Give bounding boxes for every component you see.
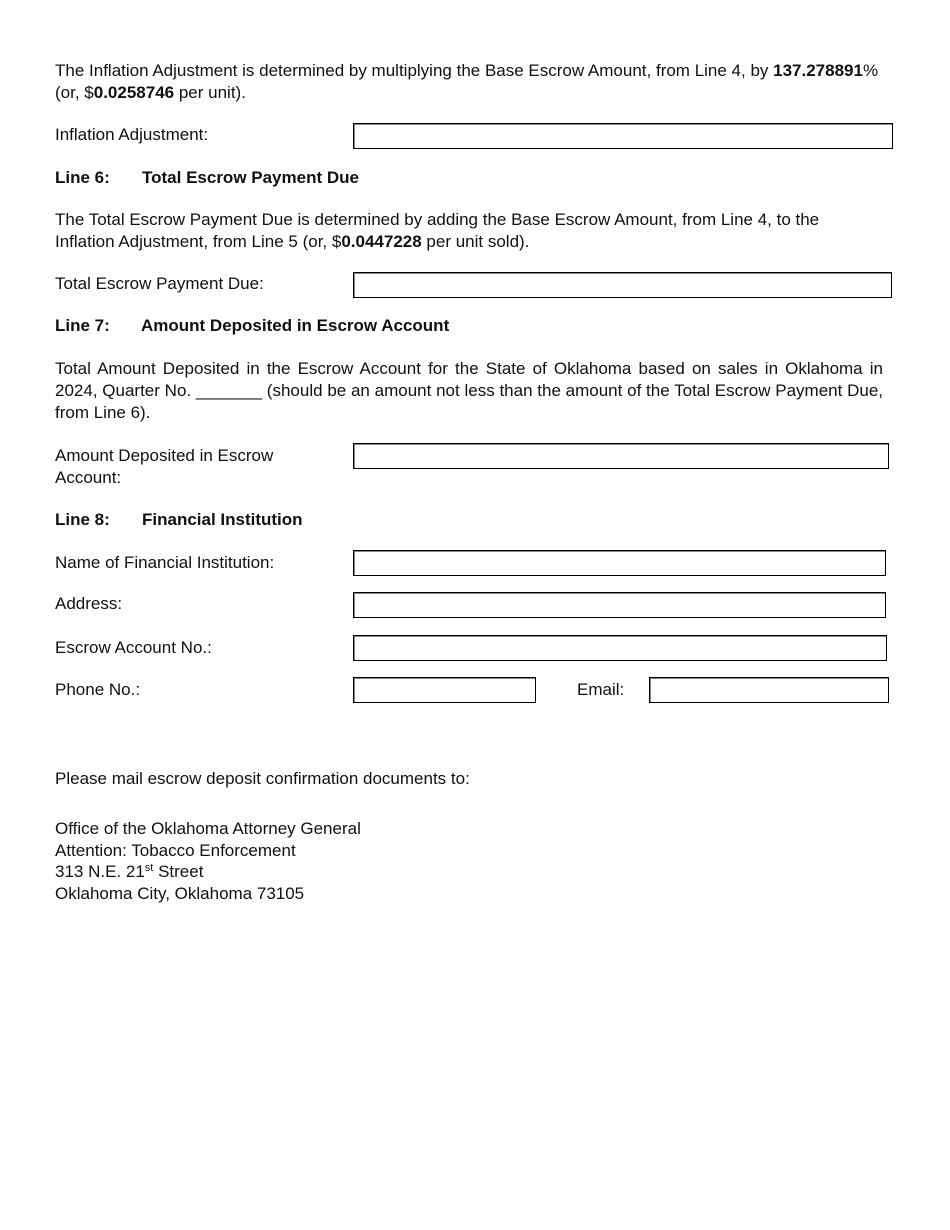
total-escrow-label: Total Escrow Payment Due: (55, 274, 264, 293)
line7-title: Amount Deposited in Escrow Account (141, 316, 450, 335)
phone-label: Phone No.: (55, 680, 141, 699)
inflation-text-3: per unit). (174, 83, 246, 102)
mailing-address (55, 818, 361, 904)
address-field[interactable] (353, 592, 886, 618)
line8-heading (55, 509, 303, 531)
street-suffix: st (144, 862, 154, 874)
mailing-attention: Attention: Tobacco Enforcement (55, 840, 296, 860)
escrow-account-input[interactable] (354, 636, 886, 660)
amount-deposited-description: Total Amount Deposited in the Escrow Account for the State of Oklahoma based on sales in Oklahoma in 2024, Quarter No. _______ (should be an amount not less than the amount of the Total Escrow Payment Due, from Line 6). (55, 359, 883, 422)
email-input[interactable] (650, 678, 888, 702)
total-escrow-input[interactable] (354, 273, 891, 297)
amount-deposited-field[interactable] (353, 443, 889, 469)
email-field[interactable] (649, 677, 889, 703)
line7-number: Line 7: (55, 316, 110, 335)
line6-heading (55, 167, 359, 189)
street-number: 313 N.E. 21 (55, 862, 145, 881)
mailing-street (55, 861, 361, 883)
amount-deposited-label-line1: Amount Deposited in Escrow (55, 446, 274, 465)
inflation-adjustment-description (55, 60, 883, 104)
inflation-text-2: % (or, $ (55, 61, 879, 102)
line6-number: Line 6: (55, 168, 110, 187)
email-label: Email: (577, 680, 625, 699)
total-escrow-text-1: The Total Escrow Payment Due is determined by adding the Base Escrow Amount, from Line 4, to the Inflation Adjustment, from Line 5 (or, $ (55, 210, 820, 251)
escrow-account-field[interactable] (353, 635, 887, 661)
institution-name-field[interactable] (353, 550, 886, 576)
phone-field[interactable] (353, 677, 536, 703)
total-escrow-field[interactable] (353, 272, 892, 298)
inflation-adjustment-field[interactable] (353, 123, 893, 149)
mailing-city: Oklahoma City, Oklahoma 73105 (55, 883, 305, 903)
inflation-text-1: The Inflation Adjustment is determined by multiplying the Base Escrow Amount, from Line 4, by (55, 61, 774, 80)
total-escrow-description (55, 209, 883, 253)
total-escrow-text-2: per unit sold). (421, 232, 530, 251)
inflation-adjustment-label: Inflation Adjustment: (55, 125, 209, 144)
amount-deposited-label-line2: Account: (55, 468, 122, 487)
inflation-percent: 137.278891 (773, 61, 863, 80)
escrow-account-label: Escrow Account No.: (55, 638, 212, 657)
line8-title: Financial Institution (142, 510, 303, 529)
line8-number: Line 8: (55, 510, 110, 529)
phone-input[interactable] (354, 678, 535, 702)
address-label: Address: (55, 594, 123, 613)
institution-name-input[interactable] (354, 551, 885, 575)
total-escrow-per-unit: 0.0447228 (341, 232, 422, 251)
institution-name-label: Name of Financial Institution: (55, 553, 275, 572)
inflation-adjustment-input[interactable] (354, 124, 892, 148)
line6-title: Total Escrow Payment Due (142, 168, 359, 187)
amount-deposited-label (55, 445, 273, 489)
inflation-per-unit: 0.0258746 (93, 83, 175, 102)
mailing-instruction: Please mail escrow deposit confirmation documents to: (55, 769, 470, 788)
mailing-office: Office of the Oklahoma Attorney General (55, 819, 361, 838)
street-name: Street (153, 862, 204, 881)
amount-deposited-input[interactable] (354, 444, 888, 468)
line7-heading (55, 315, 449, 337)
address-input[interactable] (354, 593, 885, 617)
